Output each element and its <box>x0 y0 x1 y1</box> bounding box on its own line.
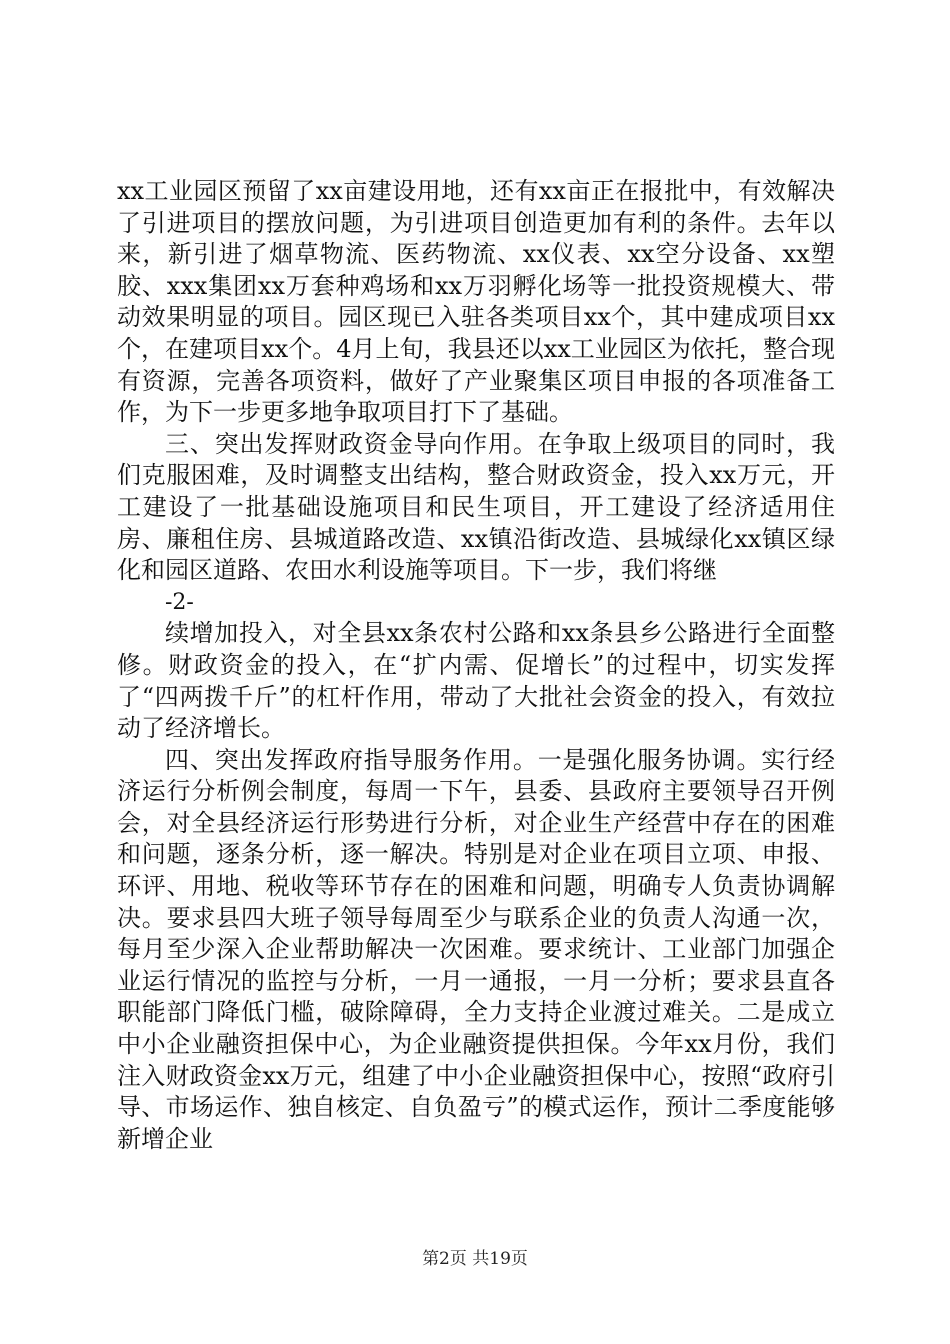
paragraph-government-services: 四、突出发挥政府指导服务作用。一是强化服务协调。实行经济运行分析例会制度，每周一下午，县委、县政府主要领导召开例会，对全县经济运行形势进行分析，对企业生产经营中存在的困难和问题，逐条分析，逐一解决。特别是对企业在项目立项、申报、环评、用地、税收等环节存在的困难和问题，明确专人负责协调解决。要求县四大班子领导每周至少与联系企业的负责人沟通一次，每月至少深入企业帮助解决一次困难。要求统计、工业部门加强企业运行情况的监控与分析，一月一通报，一月一分析；要求县直各职能部门降低门槛，破除障碍，全力支持企业渡过难关。二是成立中小企业融资担保中心，为企业融资提供担保。今年xx月份，我们注入财政资金xx万元，组建了中小企业融资担保中心，按照“政府引导、市场运作、独自核定、自负盈亏”的模式运作，预计二季度能够新增企业 <box>117 745 835 1153</box>
page-marker: -2- <box>165 589 194 615</box>
document-body <box>117 176 835 1155</box>
page-footer: 第2页 共19页 <box>422 1249 528 1269</box>
paragraph-industrial-park: xx工业园区预留了xx亩建设用地，还有xx亩正在报批中，有效解决了引进项目的摆放问题，为引进项目创造更加有利的条件。去年以来，新引进了烟草物流、医药物流、xx仪表、xx空分设备、xx塑胶、xxx集团xx万套种鸡场和xx万羽孵化场等一批投资规模大、带动效果明显的项目。园区现已入驻各类项目xx个，其中建成项目xx个，在建项目xx个。4月上旬，我县还以xx工业园区为依托，整合现有资源，完善各项资料，做好了产业聚集区项目申报的各项准备工作，为下一步更多地争取项目打下了基础。 <box>117 177 835 427</box>
paragraph-investment-continued: 续增加投入，对全县xx条农村公路和xx条县乡公路进行全面整修。财政资金的投入，在“扩内需、促增长”的过程中，切实发挥了“四两拨千斤”的杠杆作用，带动了大批社会资金的投入，有效拉动了经济增长。 <box>117 619 835 743</box>
paragraph-fiscal-funds: 三、突出发挥财政资金导向作用。在争取上级项目的同时，我们克服困难，及时调整支出结构，整合财政资金，投入xx万元，开工建设了一批基础设施项目和民生项目，开工建设了经济适用住房、廉租住房、县城道路改造、xx镇沿街改造、县城绿化xx镇区绿化和园区道路、农田水利设施等项目。下一步，我们将继 <box>117 429 835 585</box>
